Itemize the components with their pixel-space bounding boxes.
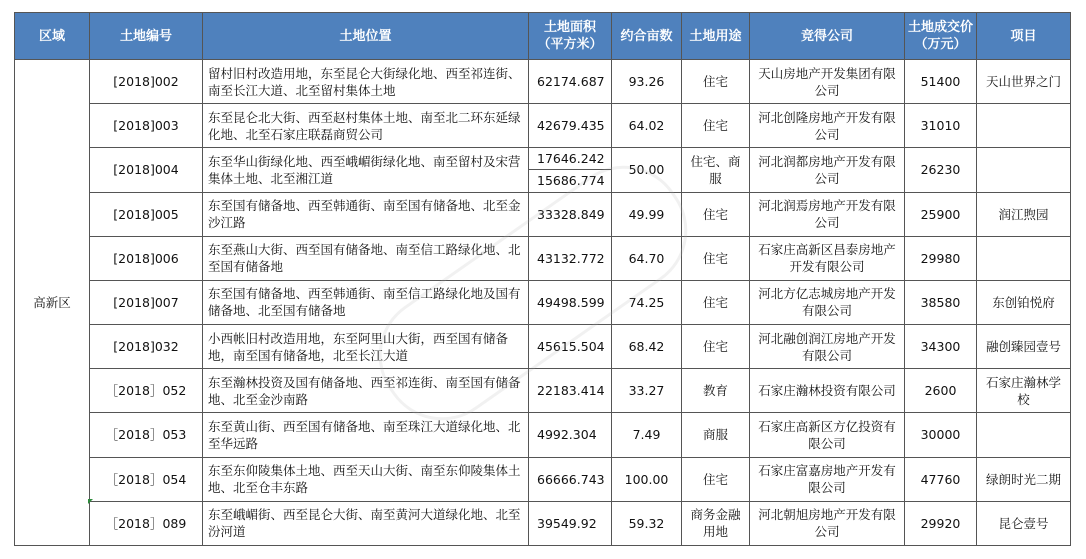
area-cell: 49498.599 xyxy=(529,280,612,324)
project-cell: 东创铂悦府 xyxy=(977,280,1071,324)
table-row xyxy=(15,104,1071,148)
use-cell: 住宅 xyxy=(682,325,750,369)
area-cell: 33328.849 xyxy=(529,192,612,236)
land-id-cell: ［2018］054 xyxy=(90,457,203,501)
use-cell: 住宅 xyxy=(682,60,750,104)
land-id-cell: [2018]002 xyxy=(90,60,203,104)
area-cell: 4992.304 xyxy=(529,413,612,457)
use-cell: 住宅 xyxy=(682,280,750,324)
location-cell: 东至昆仑北大街、西至赵村集体土地、南至北二环东延绿化地、北至石家庄联磊商贸公司 xyxy=(203,104,529,148)
project-cell xyxy=(977,236,1071,280)
land-transaction-table xyxy=(14,12,1071,546)
header-price: 土地成交价（万元） xyxy=(905,13,977,60)
project-cell xyxy=(977,148,1071,192)
area-cell: 66666.743 xyxy=(529,457,612,501)
location-cell: 东至瀚林投资及国有储备地、西至祁连街、南至国有储备地、北至金沙南路 xyxy=(203,369,529,413)
table-row xyxy=(15,192,1071,236)
use-cell: 商务金融用地 xyxy=(682,501,750,545)
table-row xyxy=(15,280,1071,324)
mu-cell: 68.42 xyxy=(612,325,682,369)
price-cell: 31010 xyxy=(905,104,977,148)
mu-cell: 93.26 xyxy=(612,60,682,104)
mu-cell: 59.32 xyxy=(612,501,682,545)
company-cell: 河北创隆房地产开发有限公司 xyxy=(750,104,905,148)
project-cell: 融创臻园壹号 xyxy=(977,325,1071,369)
area-cell: 62174.687 xyxy=(529,60,612,104)
header-land-id: 土地编号 xyxy=(90,13,203,60)
area-cell: 42679.435 xyxy=(529,104,612,148)
company-cell: 河北方亿志城房地产开发有限公司 xyxy=(750,280,905,324)
use-cell: 教育 xyxy=(682,369,750,413)
company-cell: 河北润焉房地产开发有限公司 xyxy=(750,192,905,236)
project-cell xyxy=(977,104,1071,148)
company-cell: 石家庄高新区昌泰房地产开发有限公司 xyxy=(750,236,905,280)
use-cell: 住宅 xyxy=(682,236,750,280)
price-cell: 34300 xyxy=(905,325,977,369)
mu-cell: 64.02 xyxy=(612,104,682,148)
mu-cell: 33.27 xyxy=(612,369,682,413)
header-project: 项目 xyxy=(977,13,1071,60)
table-row xyxy=(15,148,1071,170)
use-cell: 住宅、商服 xyxy=(682,148,750,192)
table-row xyxy=(15,325,1071,369)
land-id-cell: ［2018］052 xyxy=(90,369,203,413)
land-id-cell: [2018]007 xyxy=(90,280,203,324)
table-row xyxy=(15,60,1071,104)
location-cell: 小西帐旧村改造用地，东至阿里山大街，西至国有储备地，南至国有储备地，北至长江大道 xyxy=(203,325,529,369)
company-cell: 石家庄高新区方亿投资有限公司 xyxy=(750,413,905,457)
price-cell: 30000 xyxy=(905,413,977,457)
table-row xyxy=(15,413,1071,457)
price-cell: 25900 xyxy=(905,192,977,236)
use-cell: 住宅 xyxy=(682,192,750,236)
price-cell: 29920 xyxy=(905,501,977,545)
cell-comment-marker xyxy=(88,499,93,504)
land-id-cell: [2018]003 xyxy=(90,104,203,148)
header-use: 土地用途 xyxy=(682,13,750,60)
header-row xyxy=(15,13,1071,60)
project-cell: 石家庄瀚林学校 xyxy=(977,369,1071,413)
header-region: 区域 xyxy=(15,13,90,60)
location-cell: 东至峨嵋街、西至昆仑大街、南至黄河大道绿化地、北至汾河道 xyxy=(203,501,529,545)
company-cell: 石家庄富嘉房地产开发有限公司 xyxy=(750,457,905,501)
header-area: 土地面积（平方米） xyxy=(529,13,612,60)
area-cell: 43132.772 xyxy=(529,236,612,280)
price-cell: 2600 xyxy=(905,369,977,413)
company-cell: 河北融创润江房地产开发有限公司 xyxy=(750,325,905,369)
company-cell: 天山房地产开发集团有限公司 xyxy=(750,60,905,104)
use-cell: 住宅 xyxy=(682,104,750,148)
price-cell: 47760 xyxy=(905,457,977,501)
location-cell: 东至国有储备地、西至韩通街、南至信工路绿化地及国有储备地、北至国有储备地 xyxy=(203,280,529,324)
company-cell: 河北朝旭房地产开发有限公司 xyxy=(750,501,905,545)
header-location: 土地位置 xyxy=(203,13,529,60)
location-cell: 东至燕山大街、西至国有储备地、南至信工路绿化地、北至国有储备地 xyxy=(203,236,529,280)
mu-cell: 74.25 xyxy=(612,280,682,324)
price-cell: 51400 xyxy=(905,60,977,104)
area-cell: 22183.414 xyxy=(529,369,612,413)
location-cell: 东至黄山街、西至国有储备地、南至珠江大道绿化地、北至华远路 xyxy=(203,413,529,457)
mu-cell: 100.00 xyxy=(612,457,682,501)
land-id-cell: ［2018］089 xyxy=(90,501,203,545)
land-id-cell: [2018]004 xyxy=(90,148,203,192)
location-cell: 东至国有储备地、西至韩通街、南至国有储备地、北至金沙江路 xyxy=(203,192,529,236)
area-cell-secondary: 15686.774 xyxy=(529,170,612,192)
table-row xyxy=(15,457,1071,501)
price-cell: 38580 xyxy=(905,280,977,324)
project-cell: 昆仑壹号 xyxy=(977,501,1071,545)
land-id-cell: [2018]005 xyxy=(90,192,203,236)
use-cell: 住宅 xyxy=(682,457,750,501)
mu-cell: 7.49 xyxy=(612,413,682,457)
table-row xyxy=(15,501,1071,545)
header-mu: 约合亩数 xyxy=(612,13,682,60)
land-id-cell: ［2018］053 xyxy=(90,413,203,457)
project-cell: 润江煦园 xyxy=(977,192,1071,236)
price-cell: 26230 xyxy=(905,148,977,192)
mu-cell: 49.99 xyxy=(612,192,682,236)
price-cell: 29980 xyxy=(905,236,977,280)
company-cell: 石家庄瀚林投资有限公司 xyxy=(750,369,905,413)
header-company: 竞得公司 xyxy=(750,13,905,60)
project-cell: 绿朗时光二期 xyxy=(977,457,1071,501)
area-cell: 39549.92 xyxy=(529,501,612,545)
mu-cell: 64.70 xyxy=(612,236,682,280)
table-row xyxy=(15,369,1071,413)
project-cell xyxy=(977,413,1071,457)
location-cell: 留村旧村改造用地，东至昆仑大街绿化地、西至祁连街、南至长江大道、北至留村集体土地 xyxy=(203,60,529,104)
use-cell: 商服 xyxy=(682,413,750,457)
area-cell: 45615.504 xyxy=(529,325,612,369)
table-row xyxy=(15,236,1071,280)
project-cell: 天山世界之门 xyxy=(977,60,1071,104)
location-cell: 东至东仰陵集体土地、西至天山大街、南至东仰陵集体土地、北至仓丰东路 xyxy=(203,457,529,501)
land-id-cell: [2018]006 xyxy=(90,236,203,280)
land-id-cell: [2018]032 xyxy=(90,325,203,369)
region-cell: 高新区 xyxy=(15,60,90,546)
mu-cell: 50.00 xyxy=(612,148,682,192)
company-cell: 河北润都房地产开发有限公司 xyxy=(750,148,905,192)
location-cell: 东至华山街绿化地、西至峨嵋街绿化地、南至留村及宋营集体土地、北至湘江道 xyxy=(203,148,529,192)
area-cell: 17646.242 xyxy=(529,148,612,170)
